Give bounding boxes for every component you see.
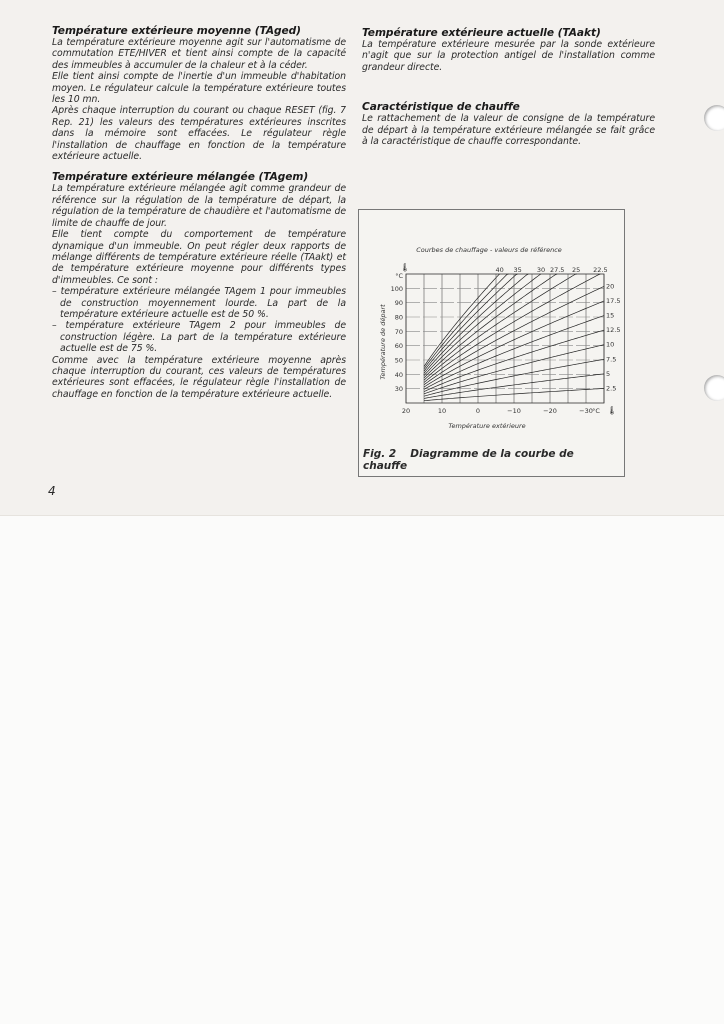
- x-tick-label: −20: [543, 407, 557, 415]
- heating-curve-40: [424, 274, 500, 367]
- figure-number: Fig. 2: [363, 448, 397, 460]
- y-tick-label: 70: [394, 327, 403, 336]
- heating-curve-27.5: [424, 274, 557, 378]
- paragraph: Après chaque interruption du courant ou chaque RESET (fig. 7 Rep. 21) les valeurs des températures extérieures inscrites dans la mémoire sont effacées. Le régulateur règle l'installation de chauffage en fonction de la température extérieure actuelle.: [52, 105, 346, 163]
- curve-label-right: 2.5: [606, 384, 617, 393]
- curve-label-right: 15: [606, 311, 615, 320]
- section-heading: Température extérieure moyenne (TAged): [52, 25, 301, 37]
- x-tick-label: 0: [475, 407, 481, 415]
- x-tick-label: −10: [507, 407, 521, 415]
- curve-label-top: 35: [513, 266, 522, 274]
- figure-heating-curve: [358, 209, 625, 477]
- curve-label-right: 7.5: [606, 355, 617, 364]
- list-item: – température extérieure TAgem 2 pour immeubles de construction légère. La part de la température extérieure actuelle est de 75 %.: [52, 320, 346, 355]
- paragraph: Comme avec la température extérieure moyenne après chaque interruption du courant, ces valeurs de températures extérieures sont effacées, le régulateur règle l'installation de chauffage en fonction de la température extérieure actuelle.: [52, 354, 346, 400]
- paragraph: Elle tient ainsi compte de l'inertie d'un immeuble d'habitation moyen. Le régulateur calcule la température extérieure toutes les 10 mn.: [52, 71, 346, 106]
- section-heading: Caractéristique de chauffe: [362, 101, 520, 114]
- page-number: 4: [48, 484, 56, 498]
- x-axis-label: Température extérieure: [448, 422, 526, 430]
- curve-label-right: 20: [606, 282, 615, 291]
- left-column: [52, 25, 346, 400]
- curve-label-top: 30: [536, 266, 546, 274]
- x-tick-label: 20: [401, 407, 411, 415]
- y-axis-label: Température de départ: [379, 304, 387, 380]
- x-tick-label: 10: [437, 407, 447, 415]
- chart-title: Courbes de chauffage - valeurs de référence: [416, 246, 562, 254]
- heating-curve-25: [424, 274, 577, 380]
- section-heading: Température extérieure mélangée (TAgem): [52, 171, 309, 184]
- x-unit-label: °C: [592, 407, 600, 415]
- y-tick-label: 30: [394, 385, 403, 394]
- list-item: – température extérieure mélangée TAgem 1 pour immeubles de construction moyennement lourde. La part de la température extérieure actuelle est de 50 %.: [52, 286, 346, 320]
- figure-caption: [363, 448, 624, 472]
- outdoor-thermometer-icon: 🌡: [607, 406, 618, 415]
- thermometer-icon: 🌡: [400, 263, 411, 272]
- curve-label-top: 40: [495, 266, 504, 274]
- heating-curve-chart: [359, 210, 624, 450]
- curve-label-right: 10: [606, 340, 615, 349]
- binder-hole: [704, 375, 724, 401]
- curve-label-right: 5: [606, 369, 611, 378]
- binder-hole: [704, 105, 724, 131]
- paragraph: Le rattachement de la valeur de consigne de la température de départ à la température extérieure mélangée se fait grâce à la caractéristique de chauffe correspondante.: [362, 113, 655, 148]
- heating-curve-22.5: [424, 274, 600, 382]
- y-tick-label: 50: [394, 356, 403, 365]
- curve-label-top: 25: [571, 266, 581, 274]
- paragraph: La température extérieure moyenne agit sur l'automatisme de commutation ETE/HIVER et tient ainsi compte de la capacité des immeubles à accumuler de la chaleur et à la céder.: [52, 37, 346, 71]
- y-tick-label: 60: [394, 342, 403, 351]
- paragraph: Elle tient compte du comportement de température dynamique d'un immeuble. On peut régler deux rapports de mélange différents de température extérieure réelle (TAakt) et de température extérieure moyenne pour différents types d'immeubles. Ce sont :: [52, 229, 346, 286]
- heating-curve-30: [424, 274, 541, 376]
- paragraph: La température extérieure mélangée agit comme grandeur de référence sur la régulation de la température de départ, la régulation de la température de chaudière et l'automatisme de limite de chauffe de jour.: [52, 183, 346, 229]
- curve-label-right: 12.5: [606, 326, 621, 335]
- figure-caption-text: Diagramme de la courbe de chauffe: [363, 448, 574, 472]
- y-unit-label: °C: [395, 272, 403, 280]
- curve-label-right: 17.5: [606, 296, 621, 305]
- curve-label-top: 22.5: [593, 266, 608, 274]
- paragraph: La température extérieure mesurée par la sonde extérieure n'agit que sur la protection antigel de l'installation comme grandeur directe.: [362, 39, 655, 73]
- curve-label-top: 27.5: [549, 266, 565, 274]
- right-column: [362, 27, 655, 147]
- y-tick-label: 80: [394, 313, 403, 322]
- section-heading: Température extérieure actuelle (TAakt): [362, 27, 601, 39]
- y-tick-label: 90: [394, 299, 403, 308]
- x-tick-label: −30: [579, 407, 593, 415]
- y-tick-label: 100: [390, 284, 403, 293]
- y-tick-label: 40: [394, 370, 403, 379]
